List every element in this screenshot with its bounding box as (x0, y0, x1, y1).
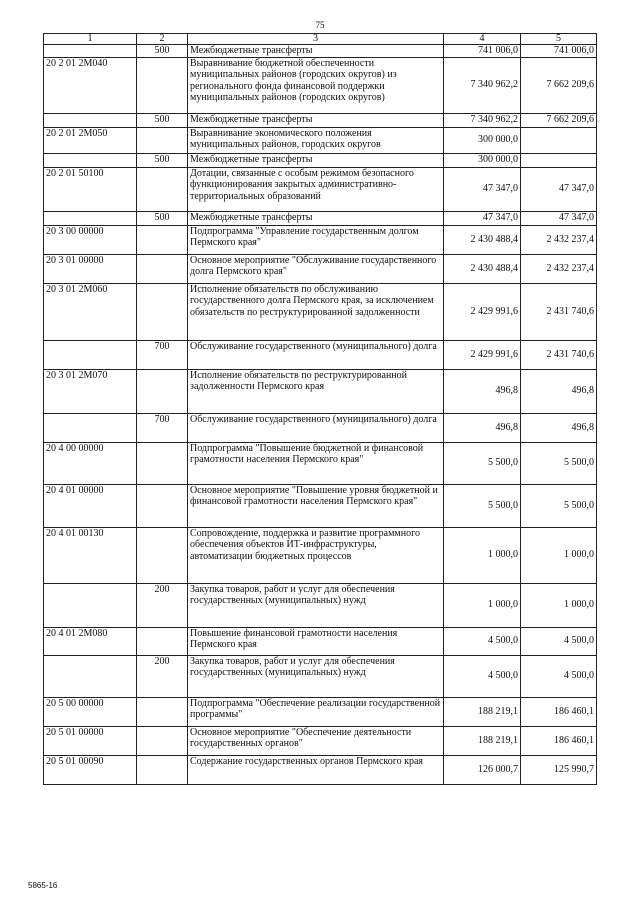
row-code-cell (44, 113, 137, 127)
table-row (44, 283, 597, 340)
row-value-2017-cell: 7 340 962,2 (444, 113, 521, 127)
row-code-cell (44, 340, 137, 369)
row-name-cell: Выравнивание бюджетной обеспеченности муниципальных районов (городских округов) из регионального фонда финансовой поддержки муниципальных районов (городских округов) (188, 57, 444, 113)
row-type-cell: 700 (137, 340, 188, 369)
table-row (44, 413, 597, 442)
row-type-cell (137, 127, 188, 153)
row-value-2017-cell: 47 347,0 (444, 167, 521, 211)
header-col-1: 1 (44, 34, 137, 45)
row-type-cell: 500 (137, 153, 188, 167)
row-value-2017-cell: 1 000,0 (444, 527, 521, 583)
row-value-2018-cell: 7 662 209,6 (521, 57, 597, 113)
row-name-cell: Основное мероприятие "Обеспечение деятельности государственных органов" (188, 726, 444, 755)
row-type-cell: 500 (137, 113, 188, 127)
row-value-2017-cell: 188 219,1 (444, 726, 521, 755)
row-value-2018-cell: 496,8 (521, 413, 597, 442)
row-code-cell: 20 5 01 00000 (44, 726, 137, 755)
table-row (44, 167, 597, 211)
row-type-cell: 700 (137, 413, 188, 442)
table-row (44, 726, 597, 755)
row-name-cell: Межбюджетные трансферты (188, 45, 444, 58)
row-name-cell: Содержание государственных органов Пермского края (188, 755, 444, 784)
row-value-2018-cell: 2 432 237,4 (521, 225, 597, 254)
row-code-cell: 20 5 00 00000 (44, 697, 137, 726)
table-row (44, 442, 597, 484)
table-row (44, 254, 597, 283)
row-value-2017-cell: 496,8 (444, 413, 521, 442)
row-value-2017-cell: 4 500,0 (444, 627, 521, 655)
row-value-2018-cell: 186 460,1 (521, 726, 597, 755)
row-value-2018-cell: 5 500,0 (521, 442, 597, 484)
table-row (44, 225, 597, 254)
row-value-2017-cell: 2 430 488,4 (444, 254, 521, 283)
row-type-cell (137, 484, 188, 527)
row-name-cell: Межбюджетные трансферты (188, 113, 444, 127)
row-value-2018-cell: 125 990,7 (521, 755, 597, 784)
row-code-cell (44, 211, 137, 225)
row-value-2017-cell: 2 430 488,4 (444, 225, 521, 254)
row-name-cell: Межбюджетные трансферты (188, 211, 444, 225)
row-value-2017-cell: 188 219,1 (444, 697, 521, 726)
row-type-cell (137, 283, 188, 340)
row-name-cell: Дотации, связанные с особым режимом безопасного функционирования закрытых административно-территориальных образований (188, 167, 444, 211)
row-code-cell: 20 4 00 00000 (44, 442, 137, 484)
row-type-cell (137, 697, 188, 726)
row-value-2018-cell: 741 006,0 (521, 45, 597, 58)
row-code-cell: 20 4 01 2М080 (44, 627, 137, 655)
row-name-cell: Выравнивание экономического положения муниципальных районов, городских округов (188, 127, 444, 153)
row-code-cell: 20 3 01 00000 (44, 254, 137, 283)
row-code-cell: 20 2 01 2М050 (44, 127, 137, 153)
row-name-cell: Межбюджетные трансферты (188, 153, 444, 167)
table-header-row (44, 34, 597, 45)
header-col-2: 2 (137, 34, 188, 45)
row-code-cell (44, 413, 137, 442)
row-value-2018-cell: 47 347,0 (521, 211, 597, 225)
row-value-2017-cell: 5 500,0 (444, 484, 521, 527)
row-code-cell: 20 5 01 00090 (44, 755, 137, 784)
table-row (44, 153, 597, 167)
table-row (44, 369, 597, 413)
row-name-cell: Основное мероприятие "Обслуживание государственного долга Пермского края" (188, 254, 444, 283)
row-value-2017-cell: 5 500,0 (444, 442, 521, 484)
table-row (44, 484, 597, 527)
row-type-cell (137, 369, 188, 413)
table-row (44, 211, 597, 225)
row-value-2018-cell: 4 500,0 (521, 627, 597, 655)
row-type-cell (137, 726, 188, 755)
row-code-cell (44, 45, 137, 58)
row-code-cell: 20 3 00 00000 (44, 225, 137, 254)
row-name-cell: Закупка товаров, работ и услуг для обеспечения государственных (муниципальных) нужд (188, 583, 444, 627)
row-value-2017-cell: 496,8 (444, 369, 521, 413)
page-number: 75 (315, 20, 325, 30)
row-name-cell: Сопровождение, поддержка и развитие программного обеспечения объектов ИТ-инфраструктуры, автоматизации бюджетных процессов (188, 527, 444, 583)
row-type-cell (137, 225, 188, 254)
table-row (44, 127, 597, 153)
row-name-cell: Обслуживание государственного (муниципального) долга (188, 340, 444, 369)
table-row (44, 45, 597, 58)
row-value-2017-cell: 300 000,0 (444, 153, 521, 167)
row-name-cell: Основное мероприятие "Повышение уровня бюджетной и финансовой грамотности населения Пермского края" (188, 484, 444, 527)
row-type-cell (137, 167, 188, 211)
table-row (44, 583, 597, 627)
row-value-2018-cell: 2 431 740,6 (521, 283, 597, 340)
table-row (44, 627, 597, 655)
row-code-cell (44, 583, 137, 627)
row-type-cell (137, 527, 188, 583)
row-code-cell: 20 4 01 00130 (44, 527, 137, 583)
row-type-cell (137, 755, 188, 784)
row-value-2018-cell: 2 432 237,4 (521, 254, 597, 283)
row-value-2017-cell: 7 340 962,2 (444, 57, 521, 113)
table-row (44, 755, 597, 784)
row-name-cell: Подпрограмма "Повышение бюджетной и финансовой грамотности населения Пермского края" (188, 442, 444, 484)
table-row (44, 697, 597, 726)
row-value-2018-cell: 5 500,0 (521, 484, 597, 527)
row-code-cell: 20 2 01 50100 (44, 167, 137, 211)
row-value-2018-cell: 1 000,0 (521, 527, 597, 583)
row-value-2018-cell: 4 500,0 (521, 655, 597, 697)
table-row (44, 57, 597, 113)
row-value-2017-cell: 2 429 991,6 (444, 283, 521, 340)
header-col-4: 4 (444, 34, 521, 45)
row-value-2018-cell: 2 431 740,6 (521, 340, 597, 369)
row-name-cell: Закупка товаров, работ и услуг для обеспечения государственных (муниципальных) нужд (188, 655, 444, 697)
row-value-2018-cell (521, 127, 597, 153)
row-code-cell (44, 655, 137, 697)
row-value-2017-cell: 126 000,7 (444, 755, 521, 784)
row-type-cell: 200 (137, 655, 188, 697)
row-type-cell: 500 (137, 45, 188, 58)
row-type-cell (137, 254, 188, 283)
row-value-2018-cell: 1 000,0 (521, 583, 597, 627)
row-value-2018-cell: 496,8 (521, 369, 597, 413)
row-type-cell (137, 442, 188, 484)
row-name-cell: Подпрограмма "Обеспечение реализации государственной программы" (188, 697, 444, 726)
row-type-cell: 500 (137, 211, 188, 225)
row-value-2018-cell: 47 347,0 (521, 167, 597, 211)
row-value-2017-cell: 4 500,0 (444, 655, 521, 697)
row-type-cell: 200 (137, 583, 188, 627)
table-row (44, 340, 597, 369)
table-row (44, 113, 597, 127)
document-code: 5865-16 (28, 881, 58, 890)
row-value-2017-cell: 300 000,0 (444, 127, 521, 153)
row-code-cell: 20 3 01 2М060 (44, 283, 137, 340)
row-value-2018-cell: 7 662 209,6 (521, 113, 597, 127)
header-col-5: 5 (521, 34, 597, 45)
table-row (44, 527, 597, 583)
row-code-cell: 20 2 01 2М040 (44, 57, 137, 113)
row-value-2017-cell: 47 347,0 (444, 211, 521, 225)
row-type-cell (137, 627, 188, 655)
budget-table-body (44, 34, 597, 785)
budget-table (43, 33, 597, 785)
row-name-cell: Исполнение обязательств по обслуживанию государственного долга Пермского края, за исключением обязательств по реструктурированной задолженности (188, 283, 444, 340)
row-code-cell: 20 4 01 00000 (44, 484, 137, 527)
row-value-2018-cell: 186 460,1 (521, 697, 597, 726)
row-code-cell: 20 3 01 2М070 (44, 369, 137, 413)
row-name-cell: Подпрограмма "Управление государственным долгом Пермского края" (188, 225, 444, 254)
row-value-2018-cell (521, 153, 597, 167)
row-value-2017-cell: 1 000,0 (444, 583, 521, 627)
row-name-cell: Исполнение обязательств по реструктурированной задолженности Пермского края (188, 369, 444, 413)
row-name-cell: Повышение финансовой грамотности населения Пермского края (188, 627, 444, 655)
row-type-cell (137, 57, 188, 113)
row-value-2017-cell: 2 429 991,6 (444, 340, 521, 369)
table-row (44, 655, 597, 697)
row-code-cell (44, 153, 137, 167)
row-name-cell: Обслуживание государственного (муниципального) долга (188, 413, 444, 442)
header-col-3: 3 (188, 34, 444, 45)
row-value-2017-cell: 741 006,0 (444, 45, 521, 58)
